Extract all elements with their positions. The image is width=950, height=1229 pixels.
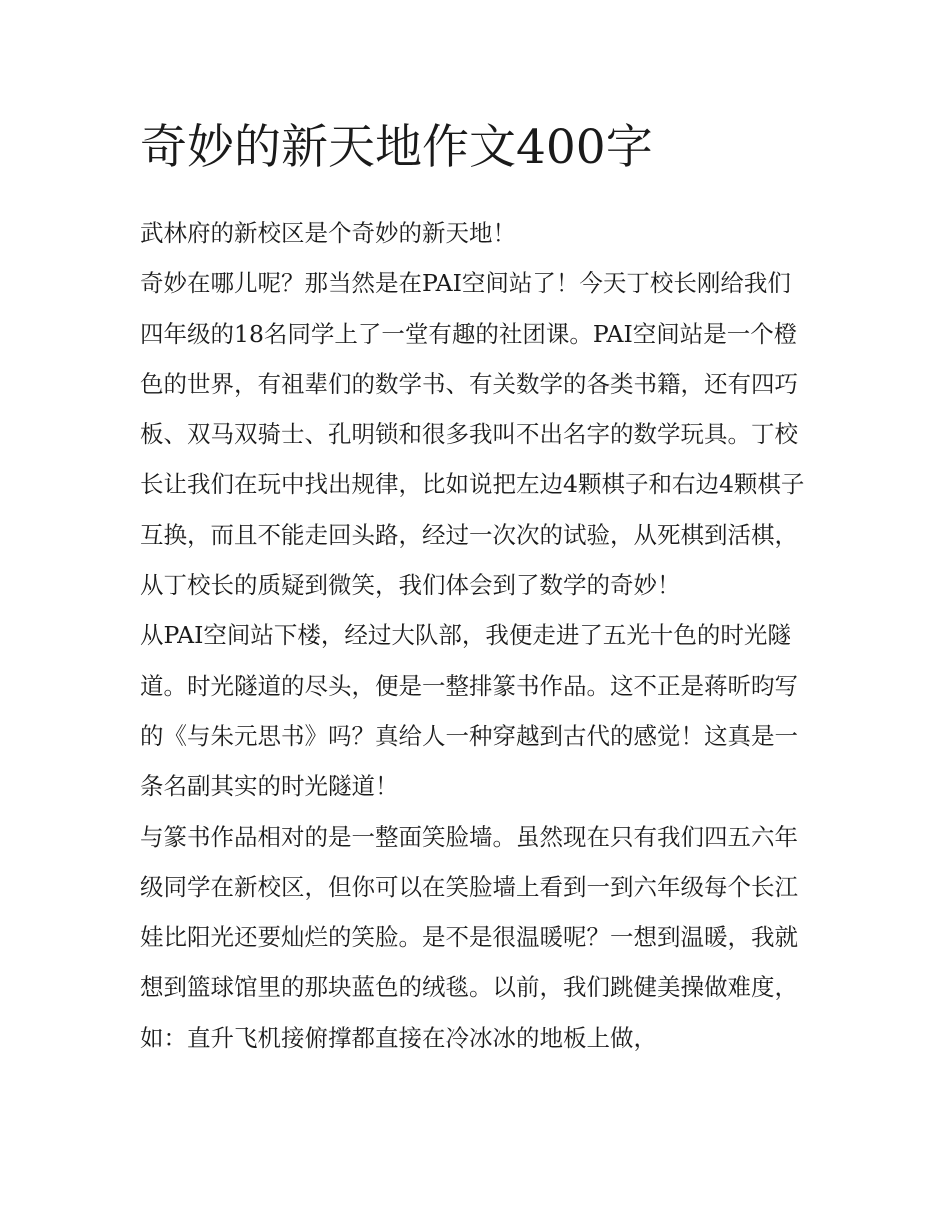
paragraph-2: 奇妙在哪儿呢？那当然是在PAI空间站了！今天丁校长刚给我们四年级的18名同学上了一堂有趣的社团课。PAI空间站是一个橙色的世界，有祖辈们的数学书、有关数学的各类书籍，还有四巧板、双马双骑士、孔明锁和很多我叫不出名字的数学玩具。丁校长让我们在玩中找出规律，比如说把左边4颗棋子和右边4颗棋子互换，而且不能走回头路，经过一次次的试验，从死棋到活棋，从丁校长的质疑到微笑，我们体会到了数学的奇妙！: [140, 269, 805, 600]
paragraph-1: 武林府的新校区是个奇妙的新天地！: [140, 219, 516, 247]
document-page: [140, 112, 812, 1063]
document-title: 奇妙的新天地作文400字: [140, 120, 653, 175]
document-body: [140, 208, 812, 1063]
paragraph-4: 与篆书作品相对的是一整面笑脸墙。虽然现在只有我们四五六年级同学在新校区，但你可以在笑脸墙上看到一到六年级每个长江娃比阳光还要灿烂的笑脸。是不是很温暖呢？一想到温暖，我就想到篮球馆里的那块蓝色的绒毯。以前，我们跳健美操做难度，如：直升飞机接俯撑都直接在冷冰冰的地板上做，: [140, 822, 798, 1052]
paragraph-3: 从PAI空间站下楼，经过大队部，我便走进了五光十色的时光隧道。时光隧道的尽头，便是一整排篆书作品。这不正是蒋昕昀写的《与朱元思书》吗？真给人一种穿越到古代的感觉！这真是一条名副其实的时光隧道！: [140, 621, 798, 801]
